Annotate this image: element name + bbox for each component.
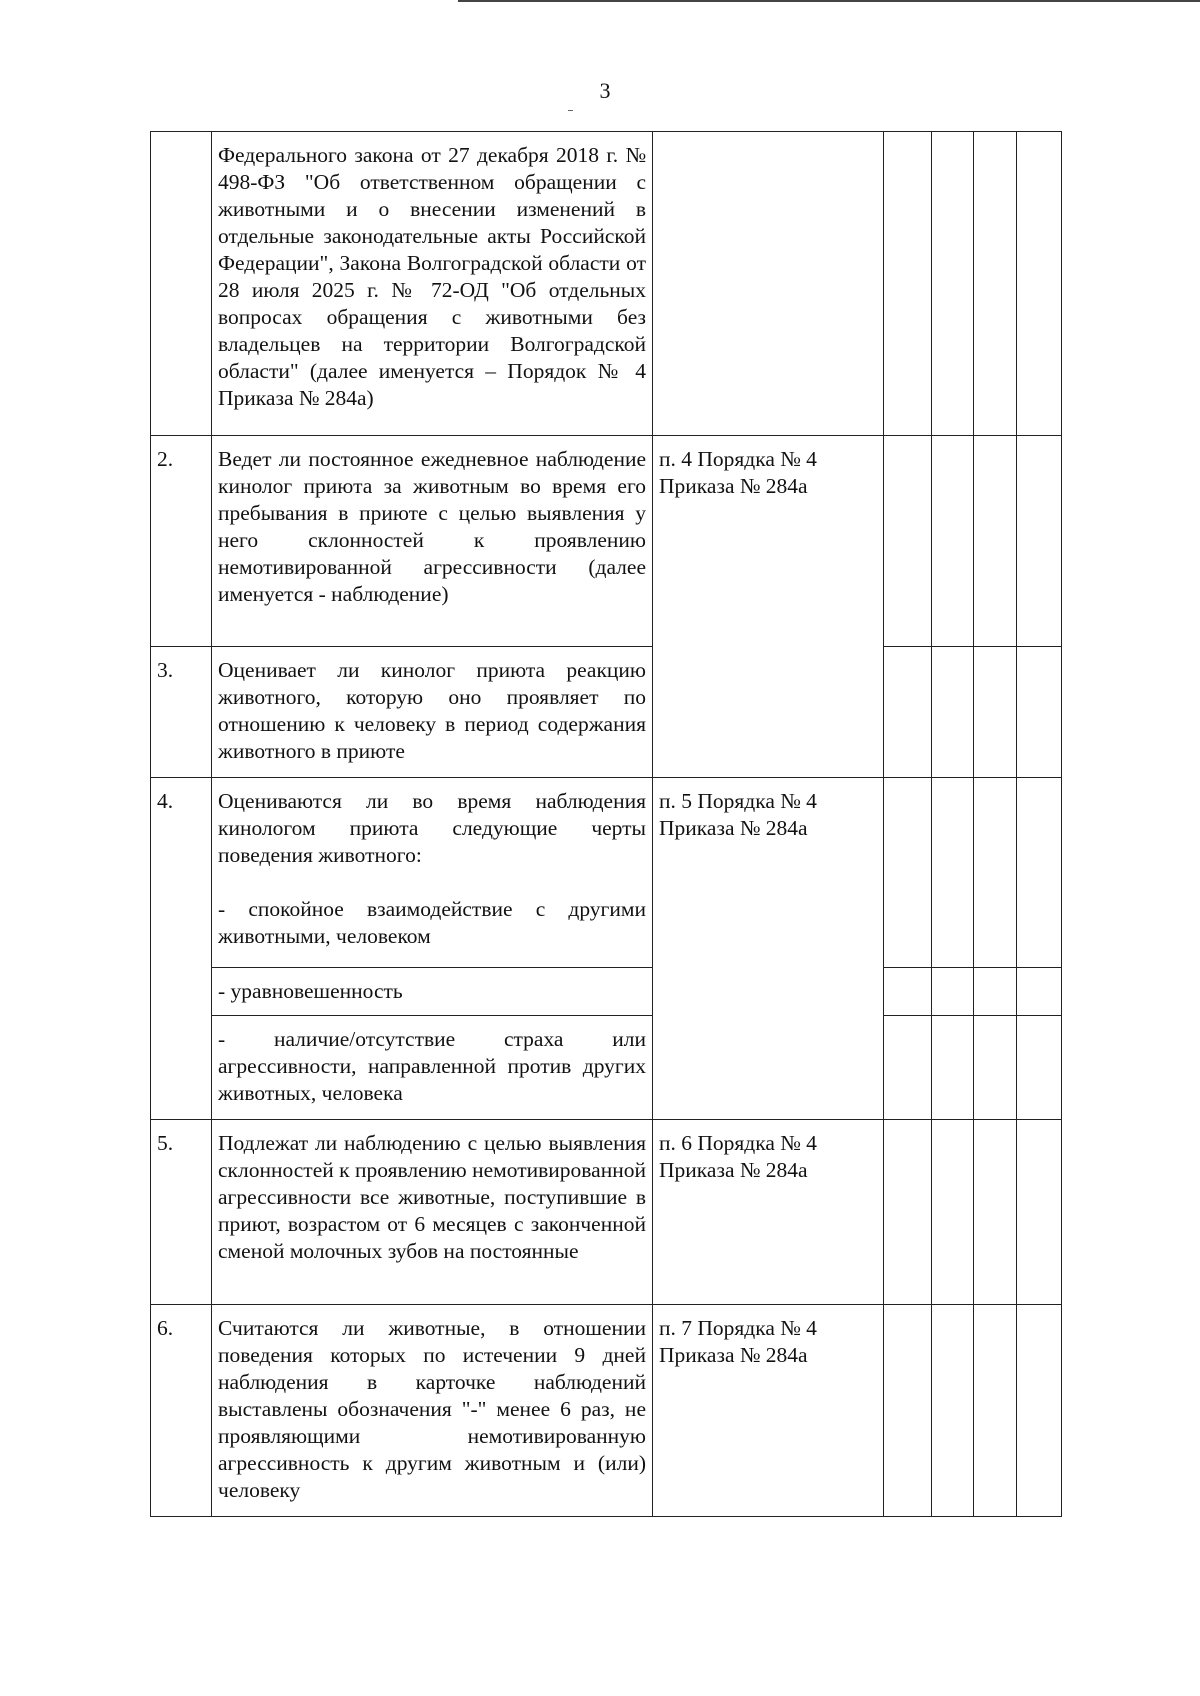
question-text: Оценивает ли кинолог приюта реакцию животного, которую оно проявляет по отношению к человеку в период содержания животного в приюте (212, 647, 653, 778)
reference-line: п. 7 Порядка № 4 (659, 1316, 817, 1340)
table-row (151, 132, 1062, 436)
table-row (151, 778, 1062, 968)
reference-line: Приказа № 284а (659, 816, 808, 840)
answer-cell (884, 436, 932, 647)
reference-cell (653, 436, 884, 778)
answer-cell (974, 132, 1017, 436)
question-text: Федерального закона от 27 декабря 2018 г. № 498-ФЗ "Об ответственном обращении с животными и о внесении изменений в отдельные законодательные акты Российской Федерации", Закона Волгоградской области от 28 июля 2025 г. № 72-ОД "Об отдельных вопросах обращения с животными без владельцев на территории Волгоградской области" (далее именуется – Порядок № 4 Приказа № 284а) (212, 132, 653, 436)
reference-cell (653, 778, 884, 1120)
reference-line: п. 5 Порядка № 4 (659, 789, 817, 813)
answer-cell (974, 1016, 1017, 1120)
answer-cell (932, 1305, 974, 1517)
reference-line: п. 6 Порядка № 4 (659, 1131, 817, 1155)
sub-item: - уравновешенность (212, 968, 653, 1016)
row-number: 2. (151, 436, 212, 647)
answer-cell (884, 778, 932, 968)
reference-line: п. 4 Порядка № 4 (659, 447, 817, 471)
row-number: 4. (151, 778, 212, 1120)
answer-cell (932, 647, 974, 778)
answer-cell (1017, 968, 1062, 1016)
answer-cell (1017, 1305, 1062, 1517)
answer-cell (884, 1305, 932, 1517)
table-row (151, 1016, 1062, 1120)
answer-cell (932, 778, 974, 968)
table-row (151, 647, 1062, 778)
scan-dash-mark (568, 110, 573, 111)
answer-cell (974, 436, 1017, 647)
question-text: Ведет ли постоянное ежедневное наблюдение кинолог приюта за животным во время его пребывания в приюте с целью выявления у него склонностей к проявлению немотивированной агрессивности (далее именуется - наблюдение) (212, 436, 653, 647)
row-number: 5. (151, 1120, 212, 1305)
answer-cell (884, 1016, 932, 1120)
answer-cell (932, 1120, 974, 1305)
answer-cell (884, 647, 932, 778)
answer-cell (974, 1120, 1017, 1305)
answer-cell (1017, 132, 1062, 436)
page-number: 3 (599, 78, 611, 103)
answer-cell (1017, 1016, 1062, 1120)
reference-cell (653, 1120, 884, 1305)
question-text: Подлежат ли наблюдению с целью выявления склонностей к проявлению немотивированной агрессивности все животные, поступившие в приют, возрастом от 6 месяцев с законченной сменой молочных зубов на постоянные (212, 1120, 653, 1305)
reference-line: Приказа № 284а (659, 1343, 808, 1367)
checklist-table (150, 131, 1062, 1517)
reference-line: Приказа № 284а (659, 1158, 808, 1182)
reference-line: Приказа № 284а (659, 474, 808, 498)
answer-cell (884, 1120, 932, 1305)
question-text: Оцениваются ли во время наблюдения кинологом приюта следующие черты поведения животного: - спокойное взаимодействие с другими животными, человеком (212, 778, 653, 968)
answer-cell (974, 968, 1017, 1016)
table-row (151, 968, 1062, 1016)
answer-cell (1017, 1120, 1062, 1305)
row-number (151, 132, 212, 436)
answer-cell (974, 647, 1017, 778)
question-text: Считаются ли животные, в отношении поведения которых по истечении 9 дней наблюдения в карточке наблюдений выставлены обозначения "-" менее 6 раз, не проявляющими немотивированную агрессивность к другим животным и (или) человеку (212, 1305, 653, 1517)
answer-cell (884, 132, 932, 436)
table-row (151, 1305, 1062, 1517)
table-row (151, 436, 1062, 647)
answer-cell (932, 1016, 974, 1120)
answer-cell (932, 132, 974, 436)
row-number: 3. (151, 647, 212, 778)
reference-cell (653, 1305, 884, 1517)
answer-cell (1017, 647, 1062, 778)
answer-cell (932, 968, 974, 1016)
answer-cell (974, 778, 1017, 968)
answer-cell (932, 436, 974, 647)
answer-cell (974, 1305, 1017, 1517)
row-number: 6. (151, 1305, 212, 1517)
answer-cell (1017, 778, 1062, 968)
table-row (151, 1120, 1062, 1305)
sub-item: - спокойное взаимодействие с другими животными, человеком (218, 897, 646, 948)
answer-cell (1017, 436, 1062, 647)
answer-cell (884, 968, 932, 1016)
sub-item: - наличие/отсутствие страха или агрессивности, направленной против других животных, человека (212, 1016, 653, 1120)
scan-edge-line (458, 0, 1200, 2)
reference-cell (653, 132, 884, 436)
